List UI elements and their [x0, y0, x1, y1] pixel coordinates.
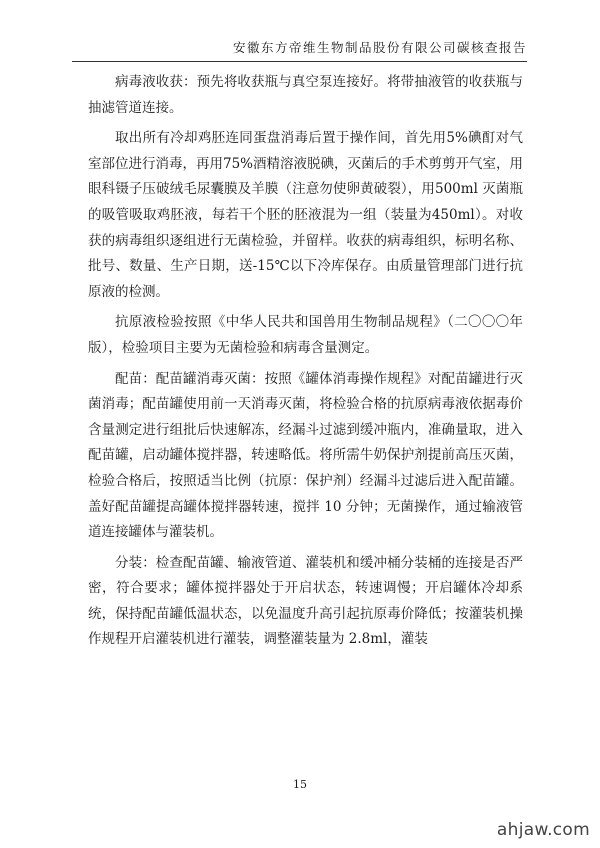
paragraph-harvest: 病毒液收获：预先将收获瓶与真空泵连接好。将带抽液管的收获瓶与抽滤管道连接。: [88, 74, 523, 116]
paragraph-filling: 分装：检查配苗罐、输液管道、灌装机和缓冲桶分装桶的连接是否严密，符合要求；罐体搅拌器处于开启状态，转速调慢；开启罐体冷却系统，保持配苗罐低温状态，以免温度升高引起抗原毒价降低；按灌装机操作规程开启灌装机进行灌装，调整灌装量为 2.8ml，灌装: [88, 554, 523, 648]
paragraph-vaccine-mixing: 配苗：配苗罐消毒灭菌：按照《罐体消毒操作规程》对配苗罐进行灭菌消毒；配苗罐使用前一天消毒灭菌，将检验合格的抗原病毒液依据毒价含量测定进行组批后快速解冻，经漏斗过滤到缓冲瓶内，准确量取，进入配苗罐，启动罐体搅拌器，转速略低。将所需牛奶保护剂提前高压灭菌，检验合格后，按照适当比例（抗原：保护剂）经漏斗过滤后进入配苗罐。盖好配苗罐提高罐体搅拌器转速，搅拌 10 分钟；无菌操作，通过输液管道连接罐体与灌装机。: [88, 370, 523, 541]
document-body: [88, 70, 523, 658]
page-header: [72, 38, 527, 62]
watermark-text: ahjaw.com: [496, 820, 590, 840]
paragraph-antigen-testing: 抗原液检验按照《中华人民共和国兽用生物制品规程》（二〇〇〇年版），检验项目主要为无菌检验和病毒含量测定。: [88, 314, 523, 356]
header-title: 安徽东方帝维生物制品股份有限公司碳核查报告: [232, 40, 527, 55]
paragraph-embryo-processing: 取出所有冷却鸡胚连同蛋盘消毒后置于操作间，首先用5%碘酊对气室部位进行消毒，再用75%酒精溶液脱碘，灭菌后的手术剪剪开气室，用眼科镊子压破绒毛尿囊膜及羊膜（注意勿使卵黄破裂），用500ml 灭菌瓶的吸管吸取鸡胚液，每若干个胚的胚液混为一组（装量为450ml）。对收获的病毒组织逐组进行无菌检验，并留样。收获的病毒组织，标明名称、批号、数量、生产日期，送-15℃以下冷库保存。由质量管理部门进行抗原液的检测。: [88, 130, 524, 300]
page-number: 15: [293, 778, 307, 791]
